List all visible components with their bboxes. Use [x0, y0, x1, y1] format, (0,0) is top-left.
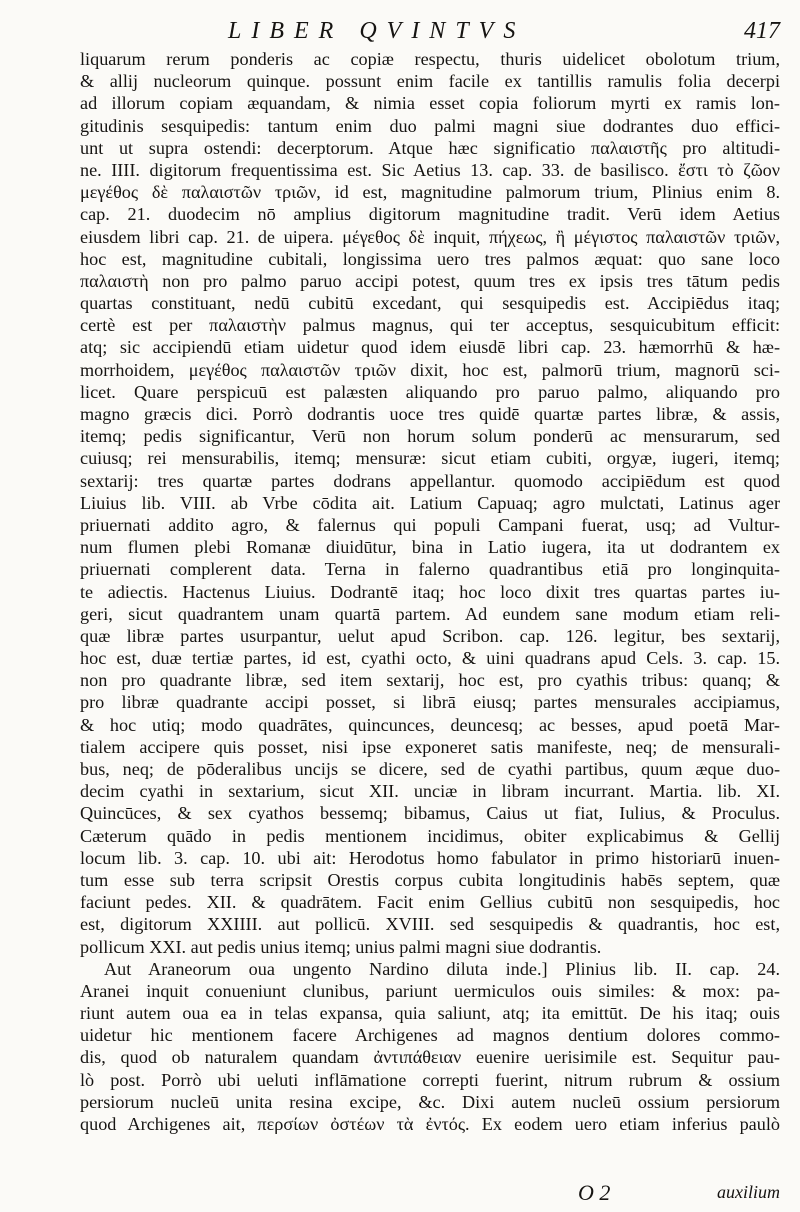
text-line: Quincūces, & sex cyathos bessemq; bibamus, Caius ut fiat, Iulius, & Proculus.	[80, 803, 780, 824]
text-line: uidetur hic mentionem facere Archigenes ad magnos dentium dolores commo-	[80, 1025, 780, 1046]
text-line: itemq; pedis significantur, Verū non horum solum ponderū ac mensurarum, sed	[80, 426, 780, 447]
page-header	[0, 14, 800, 48]
text-line: atq; sic accipiendū etiam uidetur quod idem eiusdē libri cap. 23. hæmorrhū & hæ-	[80, 337, 780, 358]
text-line: ne. IIII. digitorum frequentissima est. Sic Aetius 13. cap. 33. de basilisco. ἔστι τὸ ζῶον	[80, 159, 780, 180]
text-line: παλαιστὴ non pro palmo paruo accipi potest, quum tres ex ipsis tres tātum pedis	[80, 270, 780, 291]
signature-mark: O 2	[578, 1180, 611, 1205]
text-line: sextarij: tres quartæ partes dodrans appellantur. quomodo accipiēdum est quod	[80, 470, 780, 491]
text-line: num flumen plebi Romanæ diuidūtur, bina in Latio iugera, ita ut dodrantem ex	[80, 537, 780, 558]
page-footer	[0, 1180, 800, 1208]
text-line: hoc est, magnitudine cubitali, longissima uero tres palmos æquat: quo sane loco	[80, 248, 780, 269]
text-line: gitudinis sesquipedis: tantum enim duo palmi magni siue dodrantes duo effici-	[80, 115, 780, 136]
text-line: decim cyathi in sextarium, sicut XII. unciæ in libram incurrant. Martia. lib. XI.	[80, 781, 780, 802]
text-line: morrhoidem, μεγέθος παλαιστῶν τριῶν dixit, hoc est, palmorū trium, magnorū sci-	[80, 359, 780, 380]
text-line: priuernati addito agro, & falernus qui populi Campani fuerat, usq; ad Vultur-	[80, 514, 780, 535]
text-line: unt ut supra ostendi: decerptorum. Atque hæc significatio παλαιστῆς pro altitudi-	[80, 137, 780, 158]
text-line: tum esse sub terra scripsit Orestis corpus cubita longitudinis habēs septem, quæ	[80, 869, 780, 890]
text-line: dis, quod ob naturalem quandam ἀντιπάθειαν euenire uerisimile est. Sequitur pau-	[80, 1047, 780, 1068]
text-line: priuernati complerent data. Terna in falerno quadrantibus etiā pro longinquita-	[80, 559, 780, 580]
text-line: non pro quadrante libræ, sed item sextarij, hoc est, pro cyathis tribus: quanq; &	[80, 670, 780, 691]
text-line: faciunt pedes. XII. & quadrātem. Facit enim Gellius cubitū non sesquipedis, hoc	[80, 892, 780, 913]
text-line: geri, sicut quadrantem unam quartā partem. Ad eundem sane modum etiam reli-	[80, 603, 780, 624]
running-head: LIBER QVINTVS	[228, 18, 526, 44]
text-line: quæ libræ partes usurpantur, uelut apud Scribon. cap. 126. legitur, bes sextarij,	[80, 625, 780, 646]
text-line: tialem accipere quis posset, nisi ipse exponeret satis manifeste, neq; de mensurali-	[80, 736, 780, 757]
text-line: magno græcis dici. Porrò dodrantis uoce tres quidē quartæ partes libræ, & assis,	[80, 404, 780, 424]
text-line: quod Archigenes ait, περσίων ὀστέων τὰ ἐντός. Ex eodem uero etiam inferius paulò	[80, 1114, 780, 1134]
text-line: & allij nucleorum quinque. possunt enim facile ex tantillis ramulis folia decerpi	[80, 71, 780, 92]
text-line: pro libræ quadrante accipi posset, si librā eiusq; partes mensurales accipiamus,	[80, 692, 780, 713]
text-line: locum lib. 3. cap. 10. ubi ait: Herodotus homo fabulator in primo historiarū inuen-	[80, 847, 780, 868]
catchword: auxilium	[717, 1182, 780, 1202]
text-line: Aut Araneorum oua ungento Nardino diluta inde.] Plinius lib. II. cap. 24.	[104, 958, 780, 979]
text-line: te adiectis. Hactenus Liuius. Dodrantē itaq; hoc loco dixit tres quartas partes iu-	[80, 581, 780, 602]
text-line: eiusdem libri cap. 21. de uipera. μέγεθος δὲ inquit, πήχεως, ἢ μέγιστος παλαιστῶν τριῶν,	[80, 226, 780, 247]
text-line: cuiusq; rei mensurabilis, itemq; mensuræ: sicut etiam cubiti, orgyæ, iugeri, itemq;	[80, 448, 780, 469]
text-line: quartas constituant, nedū cubitū excedant, qui sesquipedis est. Accipiēdus itaq;	[80, 293, 780, 314]
text-line: Aranei inquit conueniunt clunibus, pariunt uermiculos ouis similes: & mox: pa-	[80, 980, 780, 1001]
text-line: liquarum rerum ponderis ac copiæ respectu, thuris uidelicet obolotum trium,	[80, 49, 780, 69]
text-line: cap. 21. duodecim nō amplius digitorum magnitudine tradit. Verū idem Aetius	[80, 204, 780, 225]
text-line: Liuius lib. VIII. ab Vrbe cōdita ait. Latium Capuaq; agro mulctati, Latinus ager	[80, 492, 780, 513]
text-line: licet. Quare perspicuū est palæsten aliquando pro paruo palmo, aliquando pro	[80, 381, 780, 402]
text-line: persiorum nucleū unita resina excipe, &c. Dixi autem nucleū ossium persiorum	[80, 1091, 780, 1112]
text-line: pollicum XXI. aut pedis unius itemq; unius palmi magni siue dodrantis.	[80, 936, 602, 957]
text-line: & hoc utiq; modo quadrātes, quincunces, deuncesq; ac besses, apud poetā Mar-	[80, 714, 780, 735]
text-line: certè est per παλαιστὴν palmus magnus, qui ter acceptus, sesquicubitum efficit:	[80, 315, 780, 336]
text-line: μεγέθος δὲ παλαιστῶν τριῶν, id est, magnitudine palmorum trium, Plinius enim 8.	[80, 182, 780, 203]
text-line: ad illorum copiam æquandam, & nimia esset copia foliorum myrti ex ramis lon-	[80, 93, 780, 114]
page-number: 417	[744, 18, 780, 44]
text-line: hoc est, duæ tertiæ partes, id est, cyathi octo, & uini quadrans apud Cels. 3. cap. 15.	[80, 648, 780, 669]
text-line: lò post. Porrò ubi ueluti inflāmatione correpti fuerint, nitrum rubrum & ossium	[80, 1069, 780, 1090]
text-line: riunt autem oua ea in telas expansa, quia saliunt, atq; ita emittūt. De his itaq; ouis	[80, 1003, 780, 1024]
text-line: bus, neq; de pōderalibus uncijs se dicere, sed de cyathi partibus, quum æque duo-	[80, 759, 780, 779]
body-text	[80, 48, 780, 1135]
text-line: est, digitorum XXIIII. aut pollicū. XVIII. sed sesquipedis & quadrantis, hoc est,	[80, 914, 780, 935]
text-line: Cæterum quādo in pedis mentionem incidimus, obiter explicabimus & Gellij	[80, 825, 780, 846]
